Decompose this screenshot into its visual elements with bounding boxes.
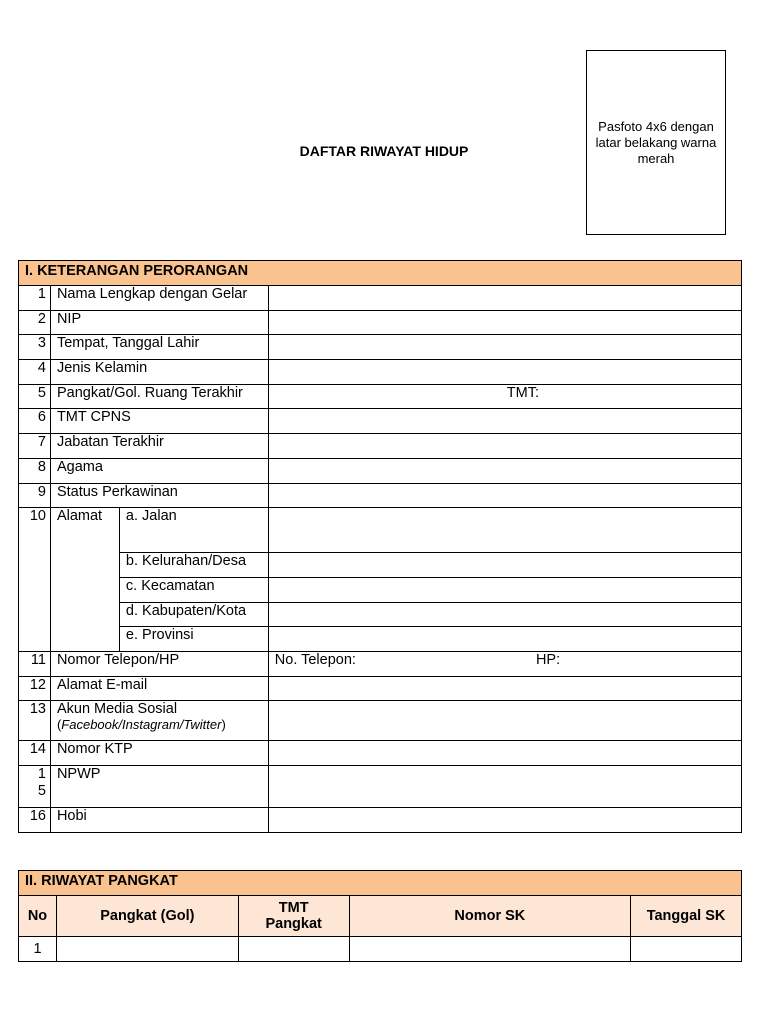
table-row: 8 Agama	[19, 458, 742, 483]
value-field-kecamatan[interactable]	[268, 577, 741, 602]
row-label: Tempat, Tanggal Lahir	[50, 335, 268, 360]
table-row	[19, 553, 742, 578]
header-tanggal-sk: Tanggal SK	[631, 896, 742, 937]
value-field-pangkat[interactable]	[268, 384, 741, 409]
value-field-ktp[interactable]	[268, 741, 741, 766]
row-label: Status Perkawinan	[50, 483, 268, 508]
table-row: 4 Jenis Kelamin	[19, 360, 742, 385]
value-field-npwp[interactable]	[268, 766, 741, 808]
value-field-status[interactable]	[268, 483, 741, 508]
social-sublabel: (Facebook/Instagram/Twitter)	[56, 717, 226, 733]
social-label: Akun Media Sosial	[56, 701, 178, 718]
row-label: NIP	[50, 310, 268, 335]
row-label: NPWP	[50, 766, 268, 808]
hp-label: HP:	[535, 651, 561, 668]
header-row	[19, 896, 742, 937]
header-tmt: TMT Pangkat	[238, 896, 349, 937]
value-field-jabatan[interactable]	[268, 434, 741, 459]
personal-info-table	[18, 260, 742, 833]
header-nomor-sk: Nomor SK	[349, 896, 630, 937]
table-row: 16 Hobi	[19, 808, 742, 833]
row-label: Hobi	[50, 808, 268, 833]
table-row: 13 Akun Media Sosial (Facebook/Instagram/Twitter)	[19, 701, 742, 741]
cell-nomor-sk[interactable]	[349, 937, 630, 962]
row-label: Nama Lengkap dengan Gelar	[50, 286, 268, 311]
table-row: 2 NIP	[19, 310, 742, 335]
cell-tanggal-sk[interactable]	[631, 937, 742, 962]
value-field-tmt-cpns[interactable]	[268, 409, 741, 434]
row-label: Jenis Kelamin	[50, 360, 268, 385]
table-row: 1 5 NPWP	[19, 766, 742, 808]
row-label: Pangkat/Gol. Ruang Terakhir	[50, 384, 268, 409]
row-label: Jabatan Terakhir	[50, 434, 268, 459]
value-field-agama[interactable]	[268, 458, 741, 483]
row-label	[50, 701, 268, 741]
cell-pangkat[interactable]	[56, 937, 238, 962]
table-row: 1 Nama Lengkap dengan Gelar	[19, 286, 742, 311]
value-field-nip[interactable]	[268, 310, 741, 335]
section-header-personal: I. KETERANGAN PERORANGAN	[19, 261, 742, 286]
value-field-jenis-kelamin[interactable]	[268, 360, 741, 385]
address-sub-label: d. Kabupaten/Kota	[119, 602, 268, 627]
table-row: 1	[19, 937, 742, 962]
row-label: Nomor KTP	[50, 741, 268, 766]
photo-instruction: Pasfoto 4x6 dengan latar belakang warna merah	[595, 118, 717, 166]
table-row: 3 Tempat, Tanggal Lahir	[19, 335, 742, 360]
table-row	[19, 602, 742, 627]
value-field-email[interactable]	[268, 676, 741, 701]
table-row: 9 Status Perkawinan	[19, 483, 742, 508]
address-sub-label: c. Kecamatan	[119, 577, 268, 602]
table-row: 14 Nomor KTP	[19, 741, 742, 766]
table-row: 12 Alamat E-mail	[19, 676, 742, 701]
address-sub-label: b. Kelurahan/Desa	[119, 553, 268, 578]
value-field-kabupaten[interactable]	[268, 602, 741, 627]
value-field-kelurahan[interactable]	[268, 553, 741, 578]
value-field-telepon[interactable]	[268, 651, 741, 676]
address-sub-label: e. Provinsi	[119, 627, 268, 652]
rank-history-table	[18, 870, 742, 962]
table-row: 10 Alamat a. Jalan	[19, 508, 742, 553]
row-label: TMT CPNS	[50, 409, 268, 434]
table-row: 7 Jabatan Terakhir	[19, 434, 742, 459]
value-field-provinsi[interactable]	[268, 627, 741, 652]
row-label: Alamat	[50, 508, 119, 652]
table-row	[19, 627, 742, 652]
table-row: 6 TMT CPNS	[19, 409, 742, 434]
telepon-label: No. Telepon:	[274, 651, 356, 668]
address-sub-label: a. Jalan	[119, 508, 268, 553]
table-row: 5 Pangkat/Gol. Ruang Terakhir TMT:	[19, 384, 742, 409]
header-pangkat: Pangkat (Gol)	[56, 896, 238, 937]
value-field-hobi[interactable]	[268, 808, 741, 833]
section-header-rank: II. RIWAYAT PANGKAT	[19, 871, 742, 896]
header-no: No	[19, 896, 57, 937]
row-label: Agama	[50, 458, 268, 483]
value-field-jalan[interactable]	[268, 508, 741, 553]
value-field-media-sosial[interactable]	[268, 701, 741, 741]
photo-placeholder-box	[586, 50, 726, 235]
cell-tmt[interactable]	[238, 937, 349, 962]
value-field-ttl[interactable]	[268, 335, 741, 360]
document-title: DAFTAR RIWAYAT HIDUP	[299, 143, 469, 159]
table-row: 11 Nomor Telepon/HP No. Telepon: HP:	[19, 651, 742, 676]
row-label: Alamat E-mail	[50, 676, 268, 701]
tmt-label: TMT:	[506, 384, 539, 401]
value-field-nama[interactable]	[268, 286, 741, 311]
table-row	[19, 577, 742, 602]
row-label: Nomor Telepon/HP	[50, 651, 268, 676]
